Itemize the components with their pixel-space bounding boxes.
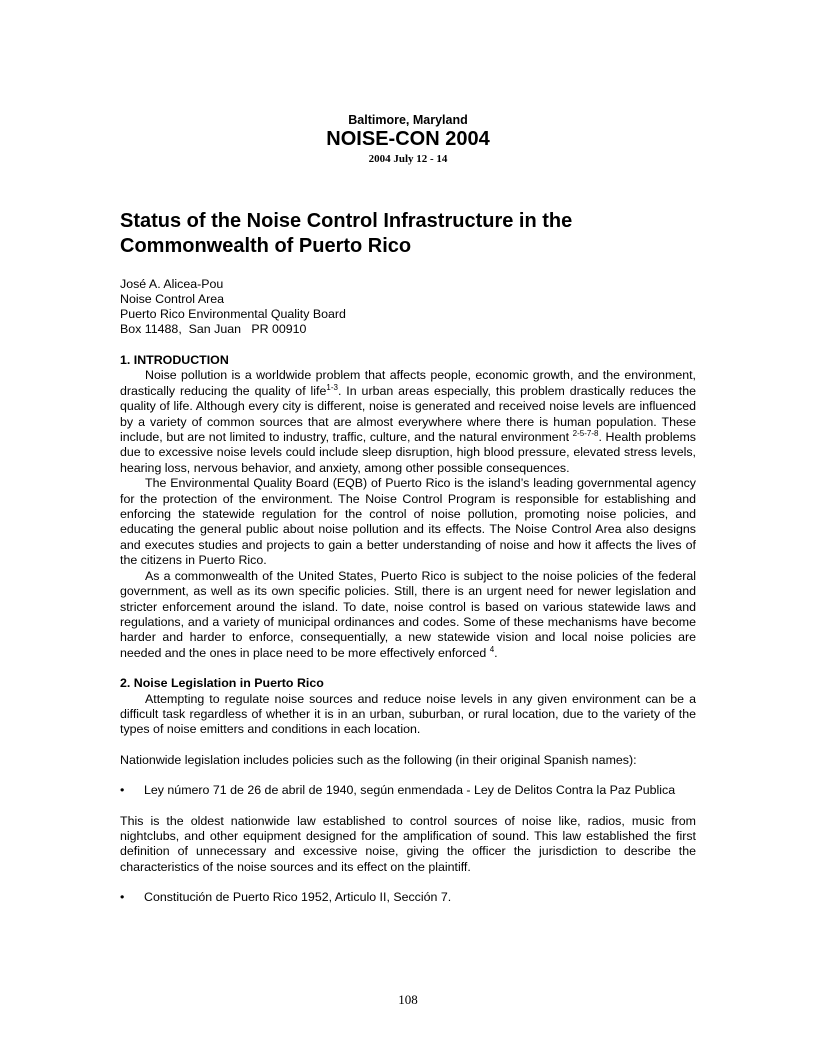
list-item-text: Ley número 71 de 26 de abril de 1940, según enmendada - Ley de Delitos Contra la Paz Publica xyxy=(144,783,676,798)
conference-location: Baltimore, Maryland xyxy=(348,113,468,127)
list-item-text: Constitución de Puerto Rico 1952, Articulo II, Sección 7. xyxy=(144,890,452,905)
author-unit: Noise Control Area xyxy=(120,292,224,306)
text-run: . In urban areas especially, this problem drastically reduces the quality of life. Although every city is different, noise is generated and received noise levels are influenced by a variety of common sources that are almost everywhere where there is human population. These include, but are not limited to industry, traffic, culture, and the natural environment xyxy=(120,383,696,445)
paper-body xyxy=(120,353,696,906)
paragraph-intro-3 xyxy=(120,569,696,661)
author-organization: Puerto Rico Environmental Quality Board xyxy=(120,307,346,321)
citation: 2-5-7-8 xyxy=(572,429,599,439)
list-item xyxy=(120,783,696,798)
author-name: José A. Alicea-Pou xyxy=(120,277,224,291)
citation: 1-3 xyxy=(326,382,338,392)
text-run: . xyxy=(494,645,498,660)
section-heading-introduction: 1. INTRODUCTION xyxy=(120,353,229,367)
section-heading-legislation: 2. Noise Legislation in Puerto Rico xyxy=(120,676,324,691)
paragraph-legislation-2: Nationwide legislation includes policies such as the following (in their original Spanish names): xyxy=(120,752,637,767)
list-item xyxy=(120,890,696,905)
paragraph-legislation-3: This is the oldest nationwide law established to control sources of noise like, radios, music from nightclubs, and other equipment designed for the amplification of sound. This law established the first definition of unnecessary and excessive noise, giving the officer the jurisdiction to describe the characteristics of the noise sources and its effect on the plaintiff. xyxy=(120,813,696,874)
bullet-icon: • xyxy=(120,890,125,905)
text-run: Noise pollution is a worldwide problem that affects people, economic growth, and the environment, drastically reducing the quality of life xyxy=(120,368,696,398)
conference-name: NOISE-CON 2004 xyxy=(326,128,490,150)
citation: 4 xyxy=(489,644,495,654)
paper-title: Status of the Noise Control Infrastructure in the Commonwealth of Puerto Rico xyxy=(120,210,573,257)
author-block xyxy=(120,277,696,337)
page-number: 108 xyxy=(398,992,418,1007)
author-address: Box 11488, San Juan PR 00910 xyxy=(120,322,307,336)
paragraph-intro-1 xyxy=(120,368,696,476)
text-run: As a commonwealth of the United States, Puerto Rico is subject to the noise policies of the federal government, as well as its own specific policies. Still, there is an urgent need for newer legislation and stricter enforcement around the island. To date, noise control is based on various statewide laws and regulations, and a variety of municipal ordinances and codes. Some of these mechanisms have become harder and harder to enforce, consequentially, a new statewide vision and local noise policies are needed and the ones in place need to be more effectively enforced xyxy=(120,568,696,660)
paragraph-legislation-1: Attempting to regulate noise sources and reduce noise levels in any given environment can be a difficult task regardless of whether it is in an urban, suburban, or rural location, due to the variety of the types of noise emitters and conditions in each location. xyxy=(120,691,696,737)
bullet-icon: • xyxy=(120,783,125,798)
paragraph-intro-2: The Environmental Quality Board (EQB) of Puerto Rico is the island’s leading governmental agency for the protection of the environment. The Noise Control Program is responsible for establishing and enforcing the statewide regulation for the control of noise pollution, promoting noise policies, and educating the general public about noise pollution and its effects. The Noise Control Area also designs and executes studies and projects to gain a better understanding of noise and how it affects the lives of the citizens in Puerto Rico. xyxy=(120,476,696,568)
text-run: . Health problems due to excessive noise levels could include sleep disruption, high blood pressure, elevated stress levels, hearing loss, nervous behavior, and anxiety, among other possible consequences. xyxy=(120,430,696,475)
conference-dates: 2004 July 12 - 14 xyxy=(368,153,448,165)
